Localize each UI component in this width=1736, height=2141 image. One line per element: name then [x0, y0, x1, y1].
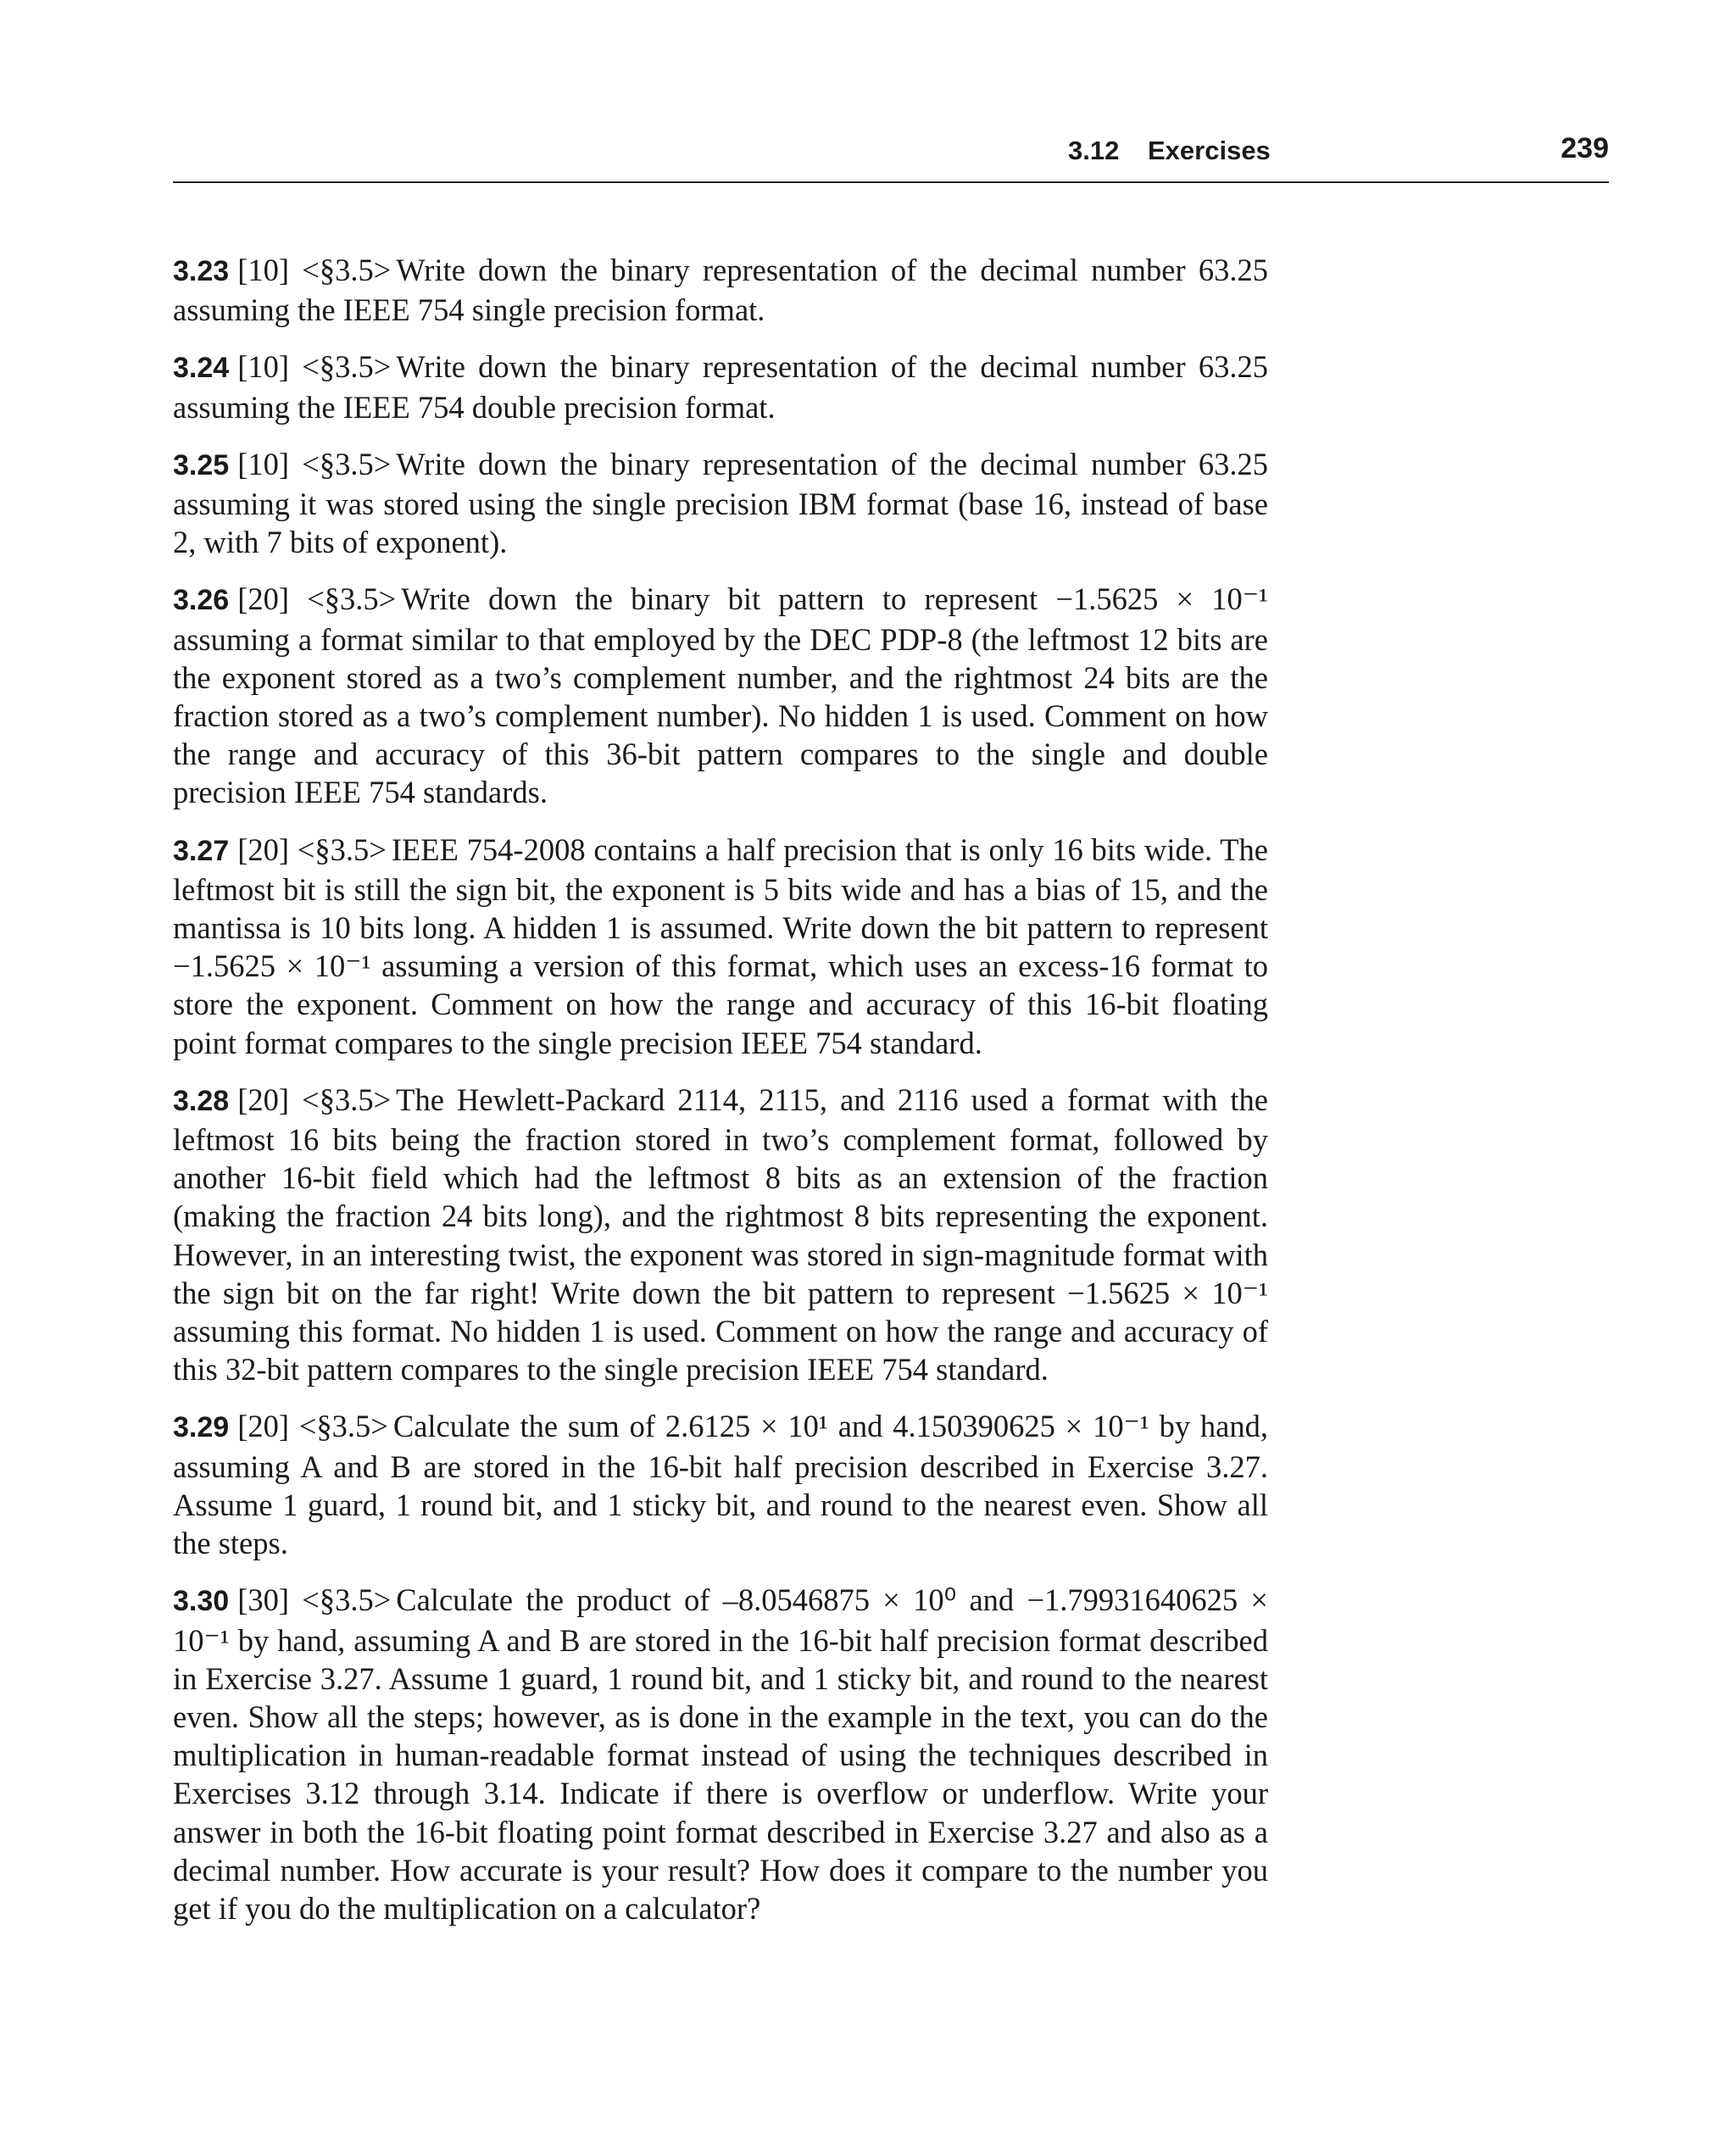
- exercise-text: Calculate the sum of 2.6125 × 10¹ and 4.150390625 × 10⁻¹ by hand, assuming A and B are stored in the 16-bit half precision described in Exercise 3.27. Assume 1 guard, 1 round bit, and 1 sticky bit, and round to the nearest even. Show all the steps.: [173, 1409, 1268, 1561]
- exercise-text: The Hewlett-Packard 2114, 2115, and 2116 used a format with the leftmost 16 bits being the fraction stored in two’s complement format, followed by another 16-bit field which had the leftmost 8 bits as an extension of the fraction (making the fraction 24 bits long), and the rightmost 8 bits representing the exponent. However, in an interesting twist, the exponent was stored in sign-magnitude format with the sign bit on the far right! Write down the bit pattern to represent −1.5625 × 10⁻¹ assuming this format. No hidden 1 is used. Comment on how the range and accuracy of this 32-bit pattern compares to the single precision IEEE 754 standard.: [173, 1082, 1269, 1387]
- exercise-meta: [20] <§3.5>: [237, 1409, 388, 1444]
- exercise-text: Write down the binary representation of the decimal number 63.25 assuming the IEEE 754 single precision format.: [173, 253, 1268, 328]
- section-title: Exercises: [1148, 136, 1271, 165]
- exercise-number: 3.28: [173, 1084, 230, 1117]
- exercise-text: Calculate the product of –8.0546875 × 10⁰ and −1.79931640625 × 10⁻¹ by hand, assuming A and B are stored in the 16-bit half precision format described in Exercise 3.27. Assume 1 guard, 1 round bit, and 1 sticky bit, and round to the nearest even. Show all the steps; however, as is done in the example in the text, you can do the multiplication in human-readable format instead of using the techniques described in Exercises 3.12 through 3.14. Indicate if there is overflow or underflow. Write your answer in both the 16-bit floating point format described in Exercise 3.27 and also as a decimal number. How accurate is your result? How does it compare to the number you get if you do the multiplication on a calculator?: [173, 1582, 1268, 1926]
- exercise-meta: [10] <§3.5>: [237, 349, 392, 385]
- exercise-meta: [30] <§3.5>: [237, 1582, 392, 1618]
- exercise-3-23: [173, 251, 1268, 329]
- exercise-number: 3.23: [173, 255, 230, 287]
- exercise-text: IEEE 754-2008 contains a half precision that is only 16 bits wide. The leftmost bit is still the sign bit, the exponent is 5 bits wide and has a bias of 15, and the mantissa is 10 bits long. A hidden 1 is assumed. Write down the bit pattern to represent −1.5625 × 10⁻¹ assuming a version of this format, which uses an excess-16 format to store the exponent. Comment on how the range and accuracy of this 16-bit floating point format compares to the single precision IEEE 754 standard.: [173, 831, 1268, 1060]
- exercise-meta: [20] <§3.5>: [237, 1082, 392, 1117]
- exercise-3-24: [173, 348, 1268, 425]
- exercise-number: 3.24: [173, 352, 230, 385]
- exercise-3-27: [173, 831, 1268, 1062]
- exercise-number: 3.26: [173, 584, 230, 617]
- page-number: 239: [1561, 132, 1609, 164]
- exercise-meta: [10] <§3.5>: [237, 253, 392, 287]
- exercise-3-28: [173, 1081, 1268, 1389]
- exercise-3-29: [173, 1407, 1268, 1562]
- exercise-meta: [20] <§3.5>: [237, 581, 397, 617]
- exercise-3-30: [173, 1581, 1268, 1927]
- exercise-meta: [20] <§3.5>: [237, 831, 387, 867]
- exercise-number: 3.29: [173, 1411, 230, 1444]
- exercise-text: Write down the binary bit pattern to represent −1.5625 × 10⁻¹ assuming a format similar to that employed by the DEC PDP-8 (the leftmost 12 bits are the exponent stored as a two’s complement number, and the rightmost 24 bits are the fraction stored as a two’s complement number). No hidden 1 is used. Comment on how the range and accuracy of this 36-bit pattern compares to the single and double precision IEEE 754 standards.: [173, 581, 1268, 810]
- running-header: [173, 127, 1609, 183]
- exercise-3-26: [173, 580, 1268, 811]
- section-number: 3.12: [1068, 136, 1120, 165]
- exercise-number: 3.25: [173, 448, 230, 481]
- exercise-text: Write down the binary representation of the decimal number 63.25 assuming the IEEE 754 double precision format.: [173, 349, 1268, 425]
- exercise-text: Write down the binary representation of the decimal number 63.25 assuming it was stored using the single precision IBM format (base 16, instead of base 2, with 7 bits of exponent).: [173, 446, 1268, 560]
- exercise-number: 3.27: [173, 834, 230, 867]
- exercise-list: [173, 251, 1268, 1946]
- exercise-3-25: [173, 445, 1268, 562]
- exercise-number: 3.30: [173, 1585, 230, 1618]
- exercise-meta: [10] <§3.5>: [237, 446, 392, 481]
